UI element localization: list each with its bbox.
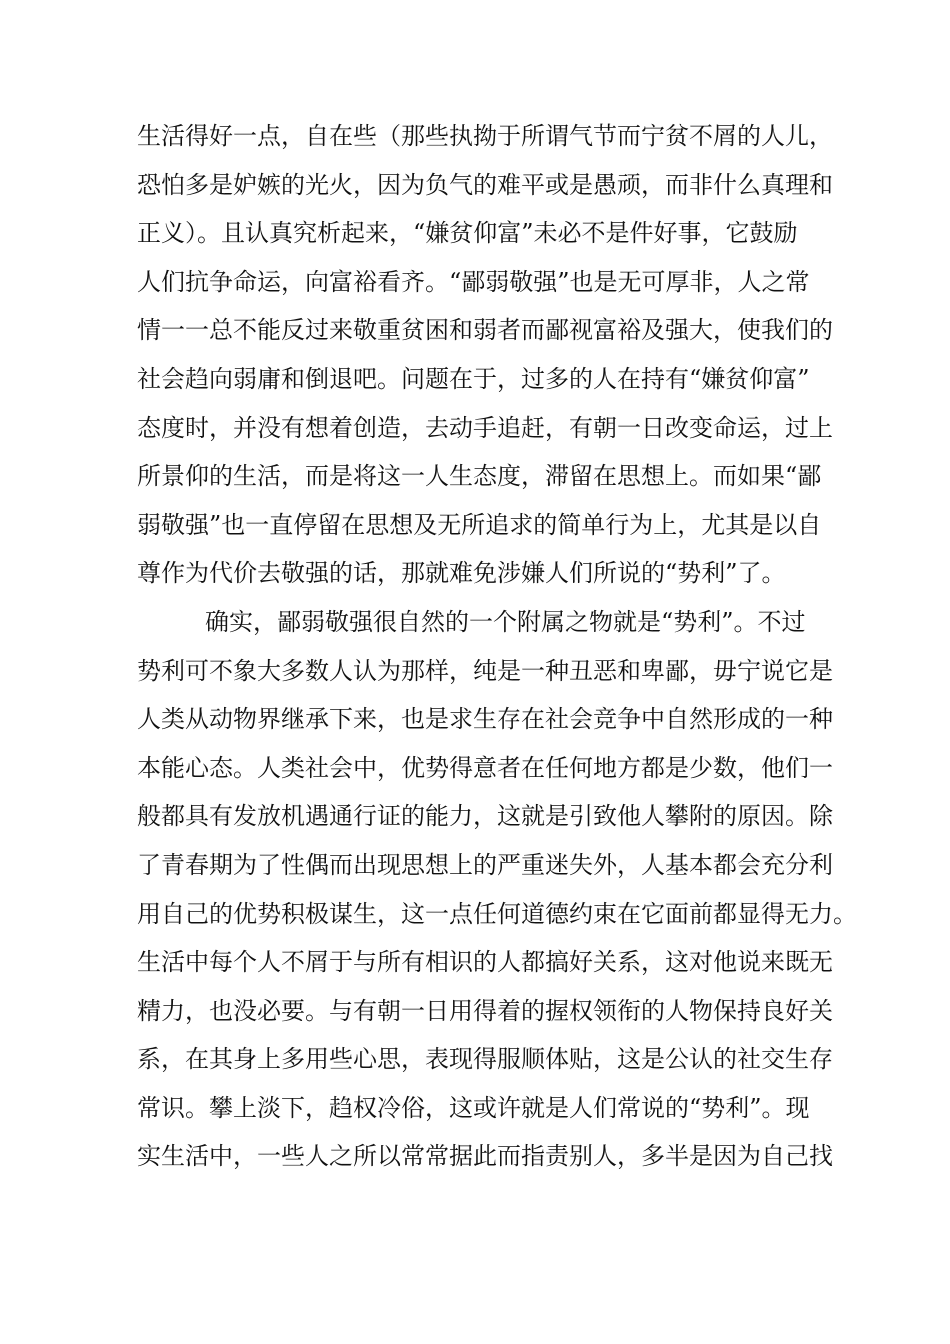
text-line: 人们抗争命运，向富裕看齐。“鄙弱敬强”也是无可厚非，人之常 <box>137 267 810 296</box>
text-line: 系，在其身上多用些心思，表现得服顺体贴，这是公认的社交生存 <box>137 1045 833 1074</box>
text-line: 情一一总不能反过来敬重贫困和弱者而鄙视富裕及强大，使我们的 <box>137 316 833 345</box>
text-line: 常识。攀上淡下，趋权冷俗，这或许就是人们常说的“势利”。现 <box>137 1093 810 1122</box>
text-line: 恐怕多是妒嫉的光火，因为负气的难平或是愚顽，而非什么真理和 <box>137 170 833 199</box>
text-line: 实生活中，一些人之所以常常据此而指责别人，多半是因为自己找 <box>137 1142 833 1171</box>
text-line: 人类从动物界继承下来，也是求生存在社会竞争中自然形成的一种 <box>137 705 833 734</box>
text-line: 生活中每个人不屑于与所有相识的人都搞好关系，这对他说来既无 <box>137 948 833 977</box>
text-line: 社会趋向弱庸和倒退吧。问题在于，过多的人在持有“嫌贫仰富” <box>137 364 810 393</box>
body-text <box>137 112 857 1181</box>
text-line: 尊作为代价去敬强的话，那就难免涉嫌人们所说的“势利”了。 <box>137 559 786 588</box>
text-line: 用自己的优势积极谋生，这一点任何道德约束在它面前都显得无力。 <box>137 899 857 928</box>
text-line: 弱敬强”也一直停留在思想及无所追求的简单行为上，尤其是以自 <box>137 510 822 539</box>
text-line: 精力，也没必要。与有朝一日用得着的握权领衔的人物保持良好关 <box>137 996 833 1025</box>
text-line: 态度时，并没有想着创造，去动手追赶，有朝一日改变命运，过上 <box>137 413 833 442</box>
paragraph-start-line: 确实，鄙弱敬强很自然的一个附属之物就是“势利”。不过 <box>205 607 806 636</box>
text-line: 生活得好一点，自在些（那些执拗于所谓气节而宁贫不屑的人儿， <box>137 122 833 150</box>
text-line: 所景仰的生活，而是将这一人生态度，滞留在思想上。而如果“鄙 <box>137 462 822 491</box>
text-line: 势利可不象大多数人认为那样，纯是一种丑恶和卑鄙，毋宁说它是 <box>137 656 833 685</box>
text-line: 般都具有发放机遇通行证的能力，这就是引致他人攀附的原因。除 <box>137 802 833 831</box>
text-line: 了青春期为了性偶而出现思想上的严重迷失外，人基本都会充分利 <box>137 850 833 879</box>
text-line: 本能心态。人类社会中，优势得意者在任何地方都是少数，他们一 <box>137 753 833 782</box>
text-line: 正义）。且认真究析起来，“嫌贫仰富”未必不是件好事，它鼓励 <box>137 219 798 248</box>
